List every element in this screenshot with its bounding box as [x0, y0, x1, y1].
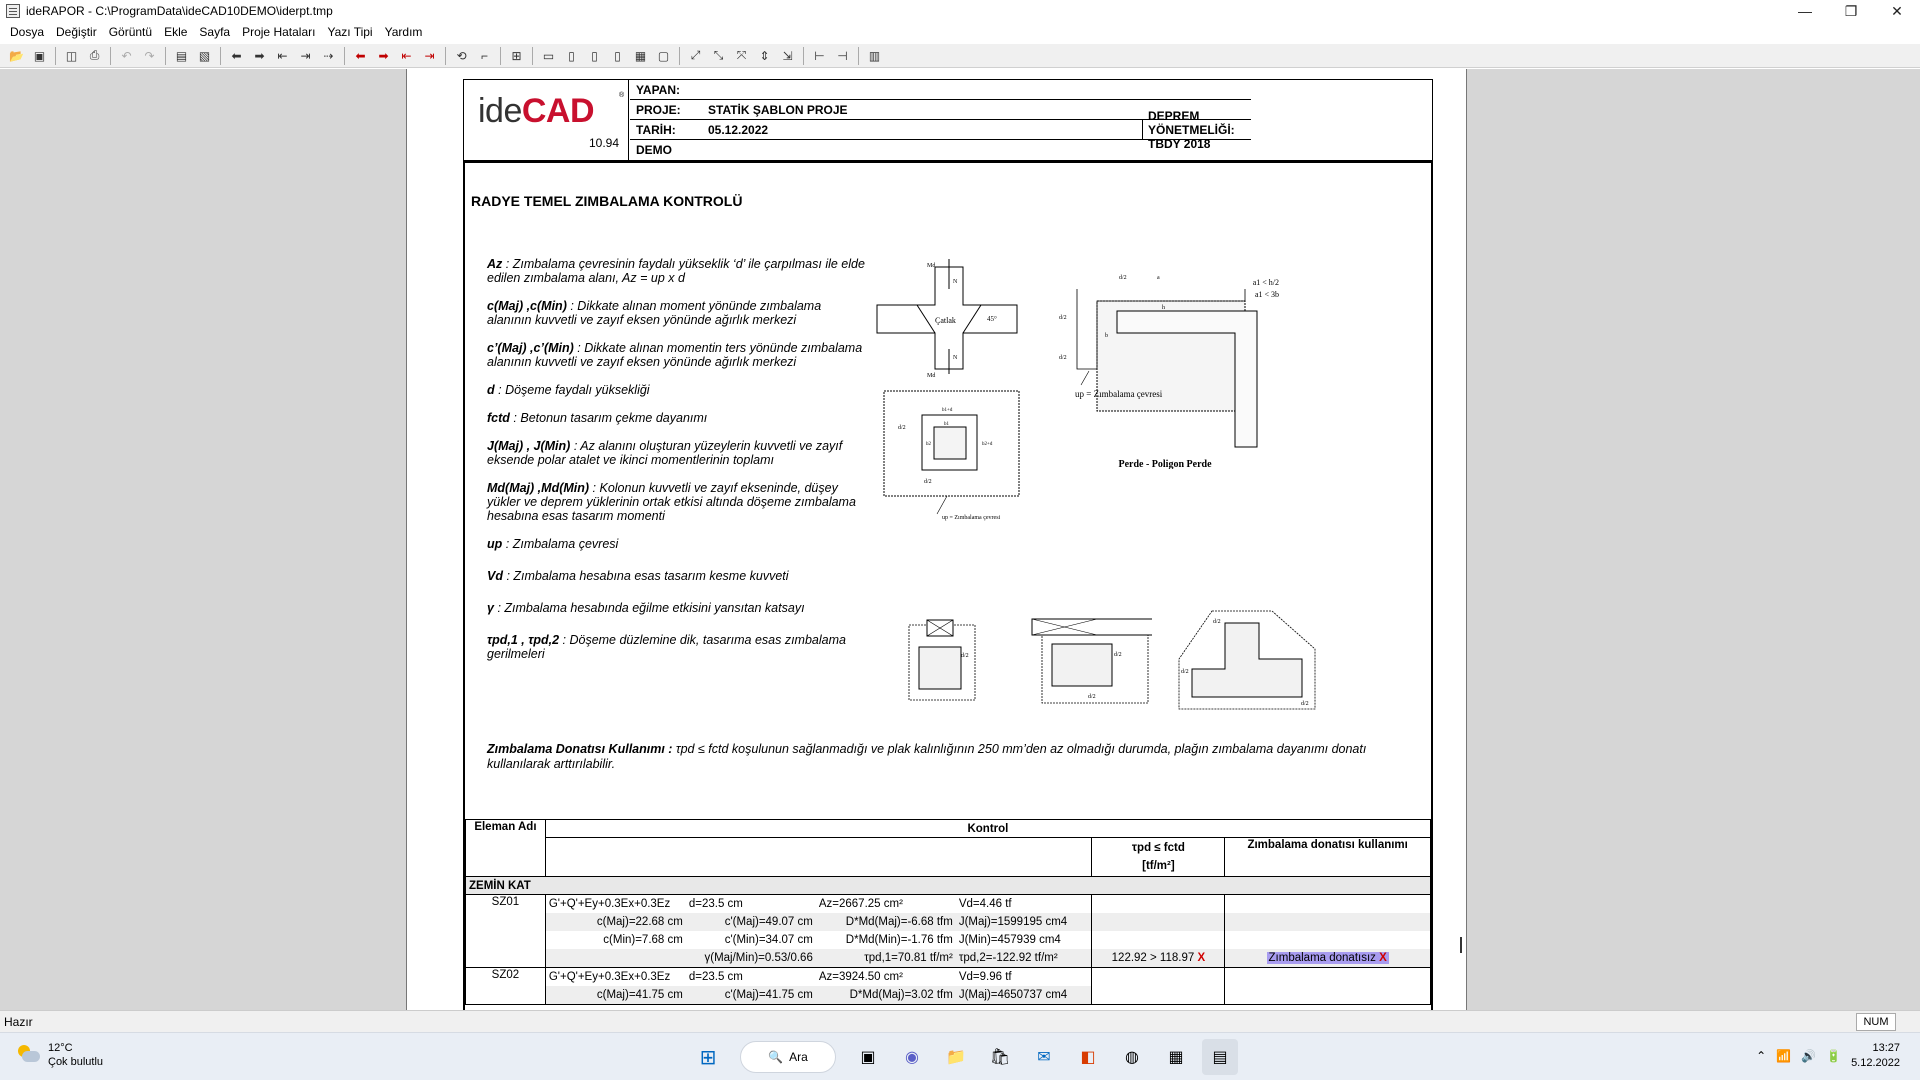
header-divider [1142, 120, 1143, 140]
def-fctd [487, 411, 867, 425]
col-tau [1092, 838, 1225, 877]
def-j-symbol: J(Maj) , J(Min) [487, 439, 571, 453]
file-explorer-icon[interactable]: 📁 [946, 1049, 966, 1066]
red-arrow-last-icon[interactable]: ⇥ [424, 48, 435, 63]
label-d2-perde-left2: d/2 [1059, 355, 1067, 361]
split-icon[interactable]: ⊢ [814, 48, 825, 63]
logo-registered: ® [619, 92, 625, 99]
label-perde: Perde - Poligon Perde [1118, 459, 1212, 469]
fail-x-icon: X [1197, 952, 1206, 964]
undo-icon[interactable]: ↶ [121, 48, 132, 63]
page-right-rule [1431, 161, 1433, 1010]
print-preview-icon[interactable]: ◫ [65, 48, 78, 63]
kontrol-cell: τpd,1=70.81 tf/m² [816, 949, 956, 967]
tarih-value: 05.12.2022 [708, 122, 769, 137]
def-j-text: : Az alanını oluşturan yüzeylerin kuvvetli ve zayıf eksende polar atalet ve ikinci momentlerinin toplamı [487, 439, 843, 467]
taskbar [0, 1032, 1920, 1080]
row-tau [1092, 895, 1225, 968]
version-label: 10.94 [589, 136, 620, 150]
zoom-page-icon[interactable]: ⤧ [736, 48, 747, 62]
label-b1d: b1+d [942, 408, 953, 413]
kontrol-line [546, 986, 1092, 1004]
def-gamma [487, 601, 867, 615]
taskbar-apps [690, 1039, 1238, 1075]
col-zimbalama: Zımbalama donatısı kullanımı [1225, 838, 1431, 877]
kontrol-cell: γ(Maj/Min)=0.53/0.66 [686, 949, 816, 967]
note-label: Zımbalama Donatısı Kullanımı : [487, 742, 673, 756]
label-b1: b1 [944, 422, 949, 427]
tau-value [1092, 949, 1224, 967]
label-d2-plan: d/2 [898, 425, 906, 431]
row-yapan [630, 80, 1251, 100]
kontrol-cell: Vd=9.96 tf [958, 971, 1012, 983]
kontrol-cell: J(Min)=457939 cm4 [958, 934, 1061, 946]
donati-note [487, 742, 1387, 772]
row-zimbalama [1225, 895, 1431, 968]
app-icon [6, 4, 20, 18]
toolbar [0, 44, 1920, 68]
label-d2-perde-top: d/2 [1119, 275, 1127, 281]
zimbalama-value[interactable] [1225, 949, 1430, 967]
table-header-row [466, 820, 1431, 838]
mail-icon[interactable]: ✉ [1037, 1049, 1051, 1066]
close-button[interactable]: ✕ [1891, 2, 1903, 19]
wide-column-diagram [1022, 614, 1152, 709]
label-n-top: N [953, 279, 958, 285]
kontrol-cell: c'(Maj)=49.07 cm [686, 913, 816, 931]
label-d2-wide-bottom: d/2 [1088, 694, 1096, 700]
columns-icon[interactable]: ▥ [868, 48, 881, 63]
zimbalama-line-empty [1225, 931, 1430, 949]
def-tau-text: : Döşeme düzlemine dik, tasarıma esas zımbalama gerilmeleri [487, 633, 846, 661]
store-icon[interactable]: 🛍 [989, 1049, 1011, 1066]
menu-ekle[interactable]: Ekle [164, 25, 188, 39]
weather-desc: Çok bulutlu [48, 1056, 104, 1068]
save-icon[interactable]: ▣ [33, 48, 46, 63]
kontrol-cell: c(Min)=7.68 cm [603, 934, 683, 946]
idecad-app-icon[interactable]: ▦ [1168, 1049, 1184, 1066]
label-d2-poly-right: d/2 [1301, 701, 1309, 707]
label-n-bottom: N [953, 355, 958, 361]
def-md-symbol: Md(Maj) ,Md(Min) [487, 481, 590, 495]
page-view-6-icon[interactable]: ▢ [657, 48, 670, 63]
tau-line-empty [1092, 913, 1224, 931]
battery-icon[interactable]: 🔋 [1826, 1049, 1842, 1063]
toolbar-separator [445, 47, 446, 65]
col-tau-unit: [tf/m²] [1142, 860, 1175, 872]
clock[interactable] [1851, 1041, 1900, 1071]
zimbalama-line-empty [1225, 895, 1430, 913]
zoom-actual-icon[interactable]: ⇲ [782, 48, 793, 63]
col-kontrol: Kontrol [545, 820, 1430, 838]
toolbar-separator [55, 47, 56, 65]
menu-yazi-tipi[interactable]: Yazı Tipi [327, 25, 373, 39]
redo-icon[interactable]: ↷ [144, 48, 155, 63]
row-demo [630, 140, 1251, 160]
toolbar-separator [532, 47, 533, 65]
def-az-text: : Zımbalama çevresinin faydalı yükseklik ‘d’ ile çarpılması ile elde edilen zımbalama alanı, Az = up x d [487, 257, 865, 285]
zimbalama-line [1225, 895, 1430, 913]
report-workspace[interactable] [0, 69, 1920, 1010]
kontrol-cell: τpd,2=-122.92 tf/m² [956, 949, 1092, 967]
toolbar-separator [500, 47, 501, 65]
label-d2-edge: d/2 [961, 653, 969, 659]
fail-x-icon: X [1379, 952, 1387, 964]
results-table [465, 819, 1431, 1005]
arrow-last-icon[interactable]: ⇥ [300, 48, 311, 63]
label-b: b [1105, 333, 1108, 339]
toolbar-separator [165, 47, 166, 65]
def-c-text: : Dikkate alınan moment yönünde zımbalama alanının kuvvetli ve zayıf eksen yönünde ağırlık merkezi [487, 299, 822, 327]
zimbalama-selection[interactable] [1267, 952, 1389, 964]
kontrol-cell: Az=2667.25 cm² [818, 898, 903, 910]
merge-icon[interactable]: ⊣ [837, 48, 848, 63]
def-vd-text: : Zımbalama hesabına esas tasarım kesme kuvveti [506, 569, 789, 583]
col-eleman: Eleman Adı [466, 820, 546, 877]
def-md [487, 481, 867, 523]
label-angle: 45° [987, 315, 997, 323]
label-h: h [1162, 305, 1165, 311]
kontrol-cell: Az=3924.50 cm² [818, 971, 903, 983]
label-up-small: up = Zımbalama çevresi [942, 515, 1001, 521]
start-icon[interactable]: ⊞ [699, 1046, 717, 1069]
kontrol-cell: c'(Min)=34.07 cm [724, 934, 813, 946]
def-vd [487, 569, 867, 583]
kontrol-line [546, 931, 1092, 949]
label-d2-perde-left: d/2 [1059, 315, 1067, 321]
zimbalama-line [1225, 949, 1430, 967]
chrome-icon[interactable]: ◍ [1125, 1049, 1139, 1066]
def-az-symbol: Az [487, 257, 503, 271]
arrow-first-icon[interactable]: ⇤ [277, 48, 288, 63]
label-b2d: b2+d [982, 442, 993, 447]
kontrol-cell: G'+Q'+Ey+0.3Ex+0.3Ez [548, 898, 671, 910]
weather-widget[interactable] [16, 1041, 103, 1069]
definitions-list [487, 257, 867, 675]
def-cp [487, 341, 867, 369]
def-vd-symbol: Vd [487, 569, 503, 583]
title-bar [0, 0, 1920, 22]
search-button[interactable] [740, 1041, 836, 1073]
menu-proje-hatalari[interactable]: Proje Hataları [242, 25, 316, 39]
page-view-3-icon[interactable]: ▯ [591, 48, 598, 63]
label-md-bottom: Md [927, 373, 936, 379]
zimbalama-line [1225, 913, 1430, 931]
kontrol-line [546, 968, 1092, 986]
system-tray [1756, 1041, 1900, 1071]
zoom-height-icon[interactable]: ⇕ [759, 48, 770, 63]
def-gamma-symbol: γ [487, 601, 494, 615]
label-d2-poly-top: d/2 [1213, 619, 1221, 625]
toolbar-separator [110, 47, 111, 65]
tau-line [1092, 913, 1224, 931]
def-fctd-text: : Betonun tasarım çekme dayanımı [513, 411, 708, 425]
kontrol-cell: J(Maj)=4650737 cm4 [956, 986, 1092, 1004]
logo-text: ideCAD [478, 92, 595, 130]
row-name: SZ02 [466, 968, 546, 1005]
row-kontrol [545, 968, 1092, 1005]
kontrol-cell: D*Md(Min)=-1.76 tfm [845, 934, 953, 946]
arrow-left-icon[interactable]: ⬅ [231, 48, 242, 63]
row-zimbalama [1225, 968, 1431, 1005]
toolbar-separator [858, 47, 859, 65]
group-zemin-kat: ZEMİN KAT [466, 877, 1431, 895]
row-zimbalama-lines [1225, 895, 1430, 967]
crack-line-left [917, 305, 935, 333]
label-d2-plan-bottom: d/2 [924, 479, 932, 485]
status-bar [0, 1010, 1920, 1032]
def-d [487, 383, 867, 397]
red-arrow-right-icon[interactable]: ➡ [378, 48, 389, 63]
red-arrow-left-icon[interactable]: ⬅ [355, 48, 366, 63]
edge-column-diagram [897, 617, 987, 707]
clock-date: 5.12.2022 [1851, 1057, 1900, 1069]
proje-label: PROJE: [636, 102, 681, 117]
punching-plan-diagram [882, 389, 1032, 539]
clock-time: 13:27 [1872, 1042, 1900, 1054]
zimbalama-line [1225, 931, 1430, 949]
kontrol-cell: c(Maj)=41.75 cm [546, 986, 686, 1004]
col-tau-label: τpd ≤ fctd [1131, 842, 1185, 854]
volume-icon[interactable]: 🔊 [1801, 1049, 1817, 1063]
page-view-5-icon[interactable]: ▦ [634, 48, 647, 63]
kontrol-cell: D*Md(Maj)=-6.68 tfm [816, 913, 956, 931]
row-tau-lines [1092, 895, 1224, 967]
page-view-1-icon[interactable]: ▭ [542, 48, 555, 63]
report-header [463, 79, 1433, 161]
iderapor-app-icon[interactable]: ▤ [1202, 1039, 1238, 1075]
kontrol-cell: d=23.5 cm [688, 971, 743, 983]
menu-sayfa[interactable]: Sayfa [199, 25, 231, 39]
toolbar-separator [803, 47, 804, 65]
label-a2: a1 < 3b [1254, 290, 1279, 299]
def-tau [487, 633, 867, 661]
def-d-symbol: d [487, 383, 495, 397]
def-c [487, 299, 867, 327]
arrow-goto-icon[interactable]: ⇢ [323, 48, 334, 63]
label-d2-poly-left: d/2 [1181, 669, 1189, 675]
weather-icon [16, 1045, 40, 1065]
def-fctd-symbol: fctd [487, 411, 510, 425]
help-page-icon[interactable]: ▧ [198, 48, 211, 63]
polygon-column-diagram [1177, 609, 1317, 714]
kontrol-cell: c'(Maj)=41.75 cm [686, 986, 816, 1004]
tau-line [1092, 949, 1224, 967]
red-arrow-first-icon[interactable]: ⇤ [401, 48, 412, 63]
scroll-indicator[interactable] [1460, 937, 1462, 953]
def-j [487, 439, 867, 467]
row-name: SZ01 [466, 895, 546, 968]
kontrol-line [546, 895, 1092, 913]
crack-line-right [963, 305, 981, 333]
def-up [487, 537, 867, 551]
zimbalama-line-empty [1225, 913, 1430, 931]
search-label: Ara [789, 1050, 808, 1064]
header-blank-cell [1252, 80, 1432, 160]
menu-goruntu[interactable]: Görüntü [108, 25, 153, 39]
window-controls [1782, 0, 1920, 22]
kontrol-line [546, 949, 1092, 967]
zoom-width-icon[interactable]: ⤡ [713, 48, 724, 62]
weather-text [48, 1041, 103, 1069]
toolbar-separator [344, 47, 345, 65]
demo-label: DEMO [636, 143, 672, 157]
menu-dosya[interactable]: Dosya [10, 25, 45, 39]
insert-icon[interactable]: ⌐ [480, 48, 488, 63]
zimbalama-value-text: Zımbalama donatısız [1268, 952, 1376, 964]
header-bottom-rule [463, 161, 1433, 163]
maximize-button[interactable]: ❐ [1844, 2, 1858, 19]
tarih-label: TARİH: [636, 122, 676, 137]
refresh-icon[interactable]: ⟲ [456, 48, 467, 63]
def-up-symbol: up [487, 537, 503, 551]
tray-chevron-icon[interactable]: ⌃ [1756, 1049, 1767, 1063]
label-a1: a1 < h/2 [1252, 278, 1279, 287]
def-cp-symbol: c’(Maj) ,c’(Min) [487, 341, 574, 355]
minimize-button[interactable]: — [1798, 3, 1812, 19]
tau-line-empty [1092, 895, 1224, 913]
weather-temp: 12°C [48, 1042, 73, 1054]
zoom-fit-icon[interactable]: ⤢ [690, 48, 701, 62]
def-az [487, 257, 867, 285]
def-md-text: : Kolonun kuvvetli ve zayıf ekseninde, düşey yükler ve deprem yüklerinin ortak etkisi altında döşeme zımbalama hesabına esas tasarım momenti [487, 481, 856, 523]
def-up-text: : Zımbalama çevresi [505, 537, 619, 551]
page-view-2-icon[interactable]: ▯ [568, 48, 575, 63]
header-cells [630, 80, 1251, 160]
proje-value: STATİK ŞABLON PROJE [708, 102, 848, 117]
office-icon[interactable]: ◧ [1080, 1049, 1096, 1066]
tau-line-empty [1092, 931, 1224, 949]
toolbar-separator [220, 47, 221, 65]
row-kontrol-lines [546, 895, 1092, 967]
row-kontrol-lines [546, 968, 1092, 1004]
table-subheader-row [466, 838, 1431, 877]
label-b2: b2 [926, 442, 931, 447]
row-tau [1092, 968, 1225, 1005]
row-kontrol [545, 895, 1092, 968]
kontrol-cell: J(Maj)=1599195 cm4 [956, 913, 1092, 931]
yapan-label: YAPAN: [636, 82, 681, 97]
menu-yardim[interactable]: Yardım [384, 25, 423, 39]
tau-line [1092, 895, 1224, 913]
tau-line [1092, 931, 1224, 949]
tree-icon[interactable]: ⊞ [511, 48, 522, 63]
report-page[interactable] [406, 69, 1467, 1010]
label-md-top: Md [927, 263, 936, 269]
perde-diagram [1047, 259, 1287, 469]
def-gamma-text: : Zımbalama hesabında eğilme etkisini yansıtan katsayı [497, 601, 805, 615]
menu-degistir[interactable]: Değiştir [56, 25, 97, 39]
window-title: ideRAPOR - C:\ProgramData\ideCAD10DEMO\iderpt.tmp [26, 4, 333, 18]
tau-value-text: 122.92 > 118.97 [1111, 952, 1195, 964]
kontrol-cell: c(Maj)=22.68 cm [546, 913, 686, 931]
page-view-4-icon[interactable]: ▯ [614, 48, 621, 63]
idecad-logo [464, 80, 629, 160]
deprem-label: DEPREM YÖNETMELİĞİ: TBDY 2018 [1148, 109, 1235, 151]
label-catlak: Çatlak [935, 316, 956, 325]
menu-bar [0, 22, 1920, 42]
status-text: Hazır [4, 1014, 33, 1029]
search-icon: 🔍 [768, 1050, 784, 1064]
section-title: RADYE TEMEL ZIMBALAMA KONTROLÜ [471, 193, 743, 209]
kontrol-cell: Vd=4.46 tf [958, 898, 1012, 910]
print-icon[interactable]: ⎙ [89, 48, 100, 62]
kontrol-cell: G'+Q'+Ey+0.3Ex+0.3Ez [548, 971, 671, 983]
label-d2-wide: d/2 [1114, 652, 1122, 658]
kontrol-line [546, 913, 1092, 931]
arrow-right-icon[interactable]: ➡ [254, 48, 265, 63]
punching-section-diagram [867, 259, 1037, 379]
label-a: a [1157, 275, 1160, 281]
note-text: τpd ≤ fctd koşulunun sağlanmadığı ve plak kalınlığının 250 mm’den az olmadığı durumda, plağın zımbalama dayanımı donatı kullanılarak arttırılabilir. [487, 742, 1367, 771]
num-lock-indicator: NUM [1856, 1013, 1896, 1031]
open-icon[interactable]: 📂 [9, 48, 24, 63]
def-d-text: : Döşeme faydalı yüksekliği [498, 383, 650, 397]
col-kontrol-blank [545, 838, 1092, 877]
kontrol-cell: d=23.5 cm [688, 898, 743, 910]
table-row[interactable] [466, 968, 1431, 1005]
kontrol-cell: D*Md(Maj)=3.02 tfm [816, 986, 956, 1004]
page-setup-icon[interactable]: ▤ [175, 48, 188, 63]
task-view-icon[interactable]: ▣ [860, 1049, 876, 1066]
kontrol-cell [546, 949, 686, 967]
def-tau-symbol: τpd,1 , τpd,2 [487, 633, 560, 647]
def-c-symbol: c(Maj) ,c(Min) [487, 299, 567, 313]
label-up: up = Zımbalama çevresi [1075, 389, 1163, 399]
toolbar-separator [679, 47, 680, 65]
teams-icon[interactable]: ◉ [905, 1049, 919, 1066]
wifi-icon[interactable]: 📶 [1776, 1049, 1792, 1063]
def-cp-text: : Dikkate alınan momentin ters yönünde zımbalama alanının kuvvetli ve zayıf eksen yönünde ağırlık merkezi [487, 341, 863, 369]
group-row [466, 877, 1431, 895]
table-row[interactable] [466, 895, 1431, 968]
